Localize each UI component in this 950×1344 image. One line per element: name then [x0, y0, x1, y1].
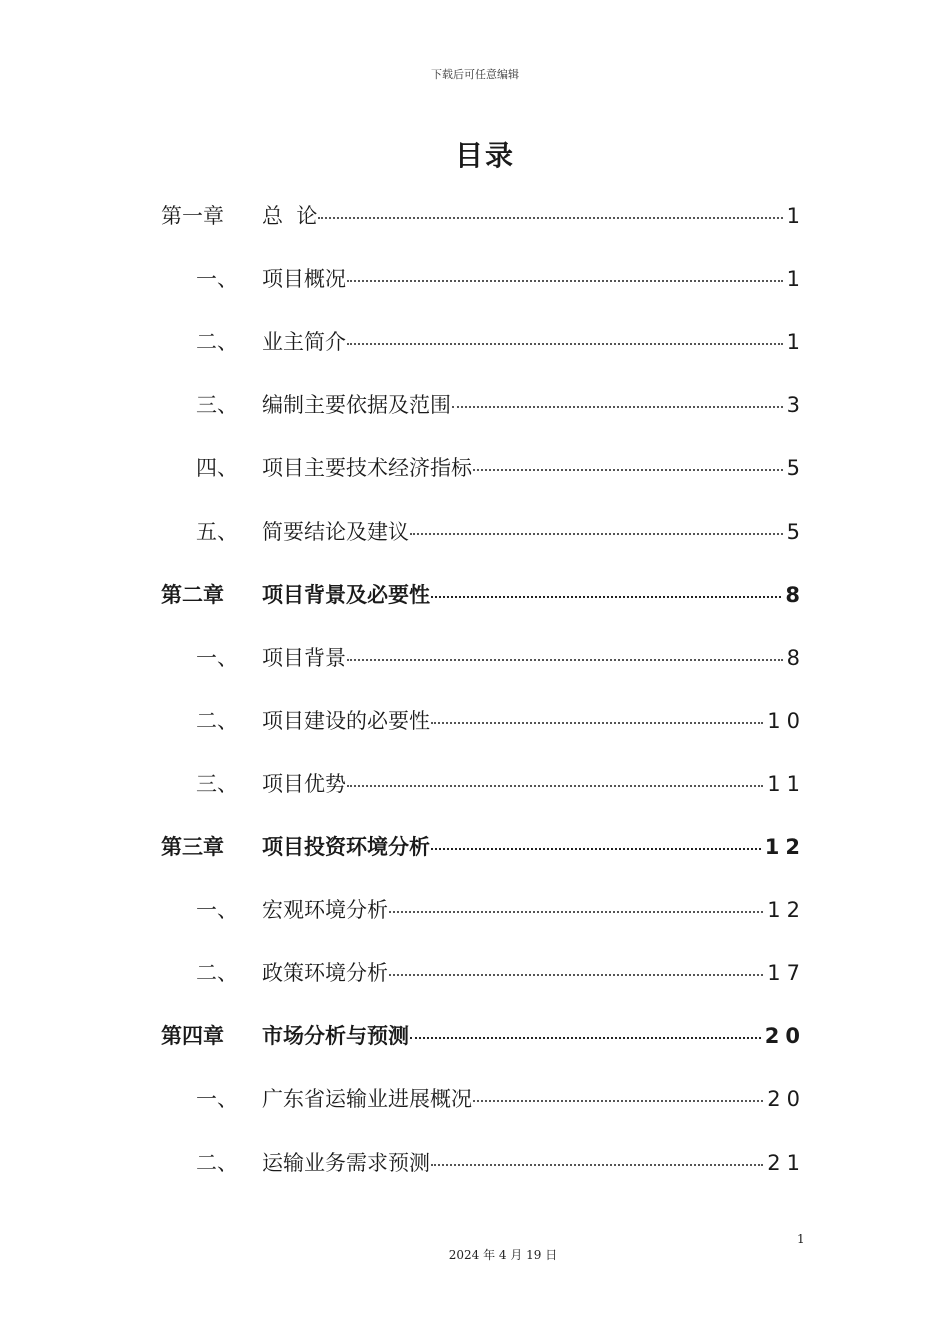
toc-page-number: 1: [786, 267, 806, 291]
toc-entry[interactable]: [0, 199, 950, 233]
toc-page-number: 8: [785, 583, 806, 607]
toc-leader-line: [262, 262, 806, 296]
toc-leader-line: [262, 199, 806, 233]
toc-entry-title: 编制主要依据及范围: [262, 393, 451, 417]
toc-entry-title: 项目投资环境分析: [262, 835, 430, 859]
toc-dot-leader: [431, 596, 781, 598]
toc-entry-title: 市场分析与预测: [262, 1024, 409, 1048]
toc-leader-line: [262, 893, 806, 927]
page-number: 1: [797, 1232, 805, 1246]
page-header: 下载后可任意编辑: [431, 68, 519, 81]
toc-dot-leader: [347, 785, 763, 787]
toc-entry[interactable]: [0, 767, 950, 801]
toc-page-number: 12: [767, 898, 806, 922]
toc-section-number: 二、: [196, 709, 238, 733]
toc-entry-title: 政策环境分析: [262, 961, 388, 985]
toc-entry-title: 简要结论及建议: [262, 520, 409, 544]
toc-page-number: 20: [767, 1087, 806, 1111]
toc-dot-leader: [389, 911, 763, 913]
toc-section-number: 一、: [196, 1087, 238, 1111]
toc-dot-leader: [389, 974, 763, 976]
toc-leader-line: [262, 451, 806, 485]
toc-page-number: 3: [786, 393, 806, 417]
toc-section-number: 二、: [196, 961, 238, 985]
toc-entry[interactable]: [0, 893, 950, 927]
toc-page-number: 8: [786, 646, 806, 670]
toc-leader-line: [262, 578, 806, 612]
toc-dot-leader: [431, 1164, 763, 1166]
toc-page-number: 17: [767, 961, 806, 985]
toc-entry-title: 项目背景: [262, 646, 346, 670]
toc-dot-leader: [410, 1037, 761, 1039]
toc-entry[interactable]: [0, 1146, 950, 1180]
toc-entry[interactable]: [0, 830, 950, 864]
toc-dot-leader: [347, 343, 783, 345]
toc-entry-title: 宏观环境分析: [262, 898, 388, 922]
toc-section-number: 三、: [196, 772, 238, 796]
toc-entry[interactable]: [0, 641, 950, 675]
toc-dot-leader: [431, 848, 761, 850]
toc-entry-title: 广东省运输业进展概况: [262, 1087, 472, 1111]
toc-chapter-label: 第一章: [161, 204, 224, 228]
toc-entry-title: 业主简介: [262, 330, 346, 354]
toc-dot-leader: [473, 469, 783, 471]
toc-leader-line: [262, 325, 806, 359]
page-title: 目录: [454, 139, 515, 172]
toc-chapter-label: 第三章: [161, 835, 224, 859]
toc-page-number: 12: [764, 835, 806, 859]
toc-leader-line: [262, 830, 806, 864]
toc-chapter-label: 第四章: [161, 1024, 224, 1048]
footer-date: 2024 年 4 月 19 日: [448, 1248, 558, 1262]
toc-entry[interactable]: [0, 704, 950, 738]
toc-dot-leader: [431, 722, 763, 724]
toc-leader-line: [262, 704, 806, 738]
toc-page-number: 11: [767, 772, 806, 796]
toc-chapter-label: 第二章: [161, 583, 224, 607]
toc-leader-line: [262, 767, 806, 801]
toc-leader-line: [262, 641, 806, 675]
toc-entry[interactable]: [0, 388, 950, 422]
toc-entry-title: 项目优势: [262, 772, 346, 796]
toc-section-number: 二、: [196, 330, 238, 354]
toc-leader-line: [262, 1082, 806, 1116]
toc-entry[interactable]: [0, 956, 950, 990]
toc-section-number: 一、: [196, 898, 238, 922]
toc-leader-line: [262, 388, 806, 422]
toc-dot-leader: [410, 533, 783, 535]
toc-entry[interactable]: [0, 515, 950, 549]
toc-entry[interactable]: [0, 1082, 950, 1116]
toc-section-number: 一、: [196, 267, 238, 291]
toc-dot-leader: [347, 659, 783, 661]
toc-page-number: 1: [786, 330, 806, 354]
toc-dot-leader: [452, 406, 783, 408]
toc-entry-title: 项目概况: [262, 267, 346, 291]
toc-dot-leader: [318, 217, 782, 219]
toc-entry[interactable]: [0, 1019, 950, 1053]
toc-dot-leader: [347, 280, 783, 282]
toc-entry[interactable]: [0, 451, 950, 485]
toc-leader-line: [262, 956, 806, 990]
toc-entry-title: 项目主要技术经济指标: [262, 456, 472, 480]
toc-section-number: 五、: [196, 520, 238, 544]
toc-leader-line: [262, 1146, 806, 1180]
toc-leader-line: [262, 515, 806, 549]
toc-entry[interactable]: [0, 262, 950, 296]
toc-page-number: 10: [767, 709, 806, 733]
toc-entry[interactable]: [0, 325, 950, 359]
toc-section-number: 二、: [196, 1151, 238, 1175]
toc-dot-leader: [473, 1100, 763, 1102]
toc-section-number: 四、: [196, 456, 238, 480]
toc-entry[interactable]: [0, 578, 950, 612]
toc-entry-title: 项目背景及必要性: [262, 583, 430, 607]
toc-entry-title: 运输业务需求预测: [262, 1151, 430, 1175]
toc-page-number: 21: [767, 1151, 806, 1175]
toc-entry-title: 总 论: [262, 204, 318, 228]
toc-page-number: 5: [786, 520, 806, 544]
toc-page-number: 1: [786, 204, 806, 228]
toc-entry-title: 项目建设的必要性: [262, 709, 430, 733]
toc-leader-line: [262, 1019, 806, 1053]
toc-section-number: 一、: [196, 646, 238, 670]
toc-section-number: 三、: [196, 393, 238, 417]
toc-page-number: 20: [764, 1024, 806, 1048]
toc-page-number: 5: [786, 456, 806, 480]
